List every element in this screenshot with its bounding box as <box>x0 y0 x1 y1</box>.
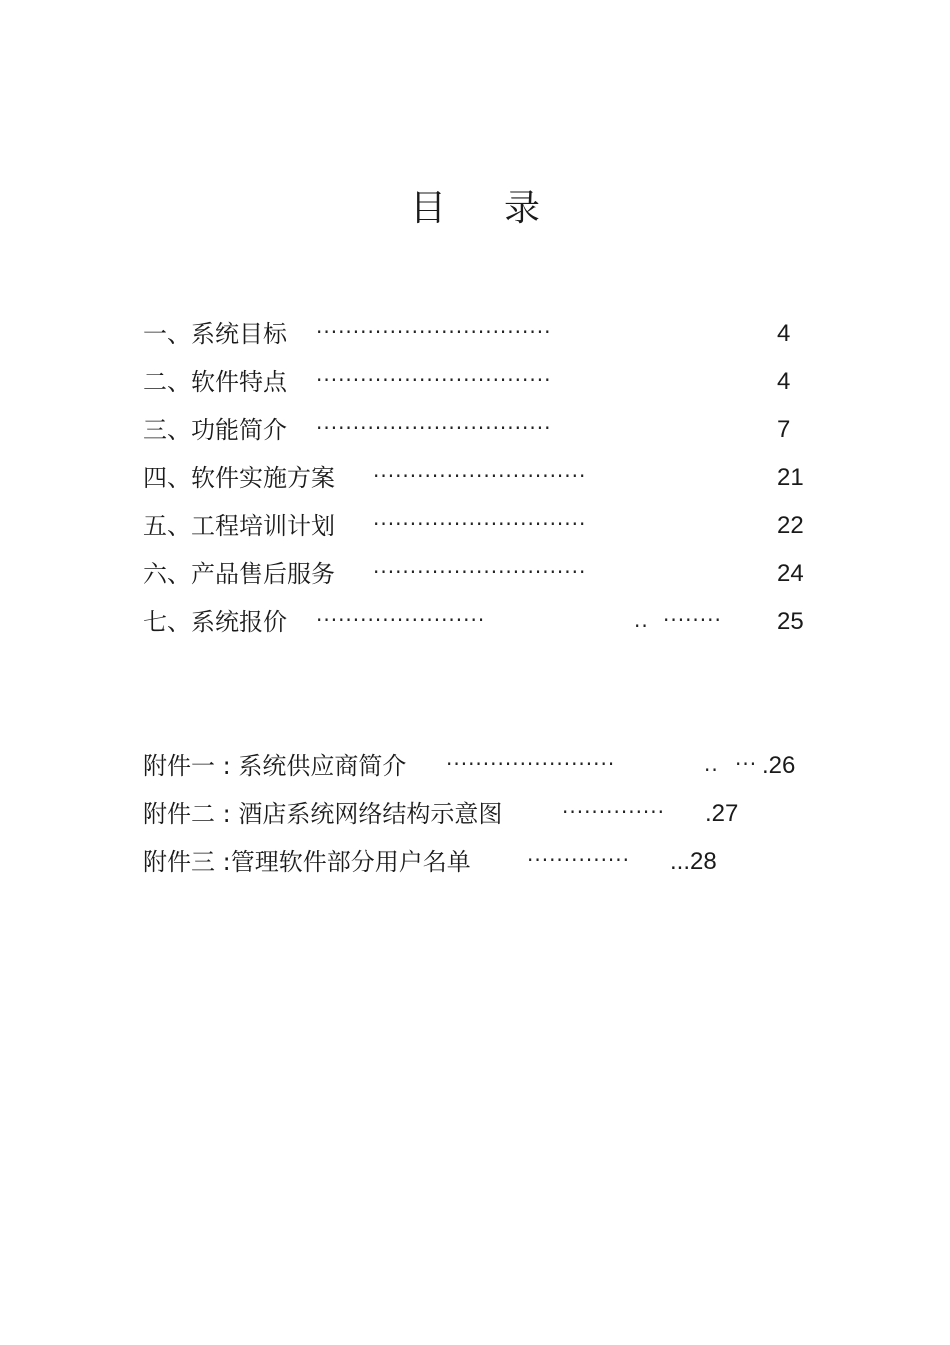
toc-page-number: 7 <box>777 416 791 443</box>
toc-page-number: 22 <box>777 512 804 539</box>
toc-page-number: 21 <box>777 464 804 491</box>
toc-leader-dots: ································ <box>316 368 552 392</box>
toc-leader-dots: ····························· <box>373 512 587 536</box>
toc-leader-dots-2: .. <box>634 608 649 632</box>
page-title <box>0 180 950 231</box>
toc-leader-dots: ····························· <box>373 464 587 488</box>
appendix-leader-dots: ······················· <box>446 752 616 776</box>
toc-leader-dots: ····························· <box>373 560 587 584</box>
toc-entry-label: 五、工程培训计划 <box>143 512 335 540</box>
appendix-leader-dots: ·············· <box>527 848 631 872</box>
appendix-page-number: .26 <box>762 752 796 779</box>
appendix-entry-label: 附件一 : 系统供应商简介 <box>143 752 407 780</box>
toc-page-number: 4 <box>777 320 791 347</box>
toc-entry-label: 四、软件实施方案 <box>143 464 335 492</box>
toc-leader-dots: ······················· <box>316 608 486 632</box>
toc-leader-dots: ································ <box>316 416 552 440</box>
toc-leader-dots-3: ········ <box>663 608 722 632</box>
toc-entry-label: 七、系统报价 <box>143 608 287 636</box>
toc-entry-label: 六、产品售后服务 <box>143 560 335 588</box>
appendix-leader-dots: ·············· <box>562 800 666 824</box>
appendix-page-number: ...28 <box>670 848 717 875</box>
toc-entry-label: 二、软件特点 <box>143 368 287 396</box>
toc-entry-label: 一、系统目标 <box>143 320 287 348</box>
toc-entry-label: 三、功能简介 <box>143 416 287 444</box>
appendix-entry-label: 附件三 :管理软件部分用户名单 <box>143 848 471 876</box>
toc-page-number: 25 <box>777 608 804 635</box>
appendix-leader-dots-2: .. <box>704 752 719 776</box>
title-char-2: 录 <box>504 188 541 229</box>
appendix-page-number: .27 <box>705 800 739 827</box>
toc-leader-dots: ································ <box>316 320 552 344</box>
toc-page-number: 24 <box>777 560 804 587</box>
toc-page-number: 4 <box>777 368 791 395</box>
title-char-1: 目 <box>409 188 446 229</box>
appendix-entry-label: 附件二 : 酒店系统网络结构示意图 <box>143 800 503 828</box>
appendix-leader-dots-3: ··· <box>735 752 758 776</box>
